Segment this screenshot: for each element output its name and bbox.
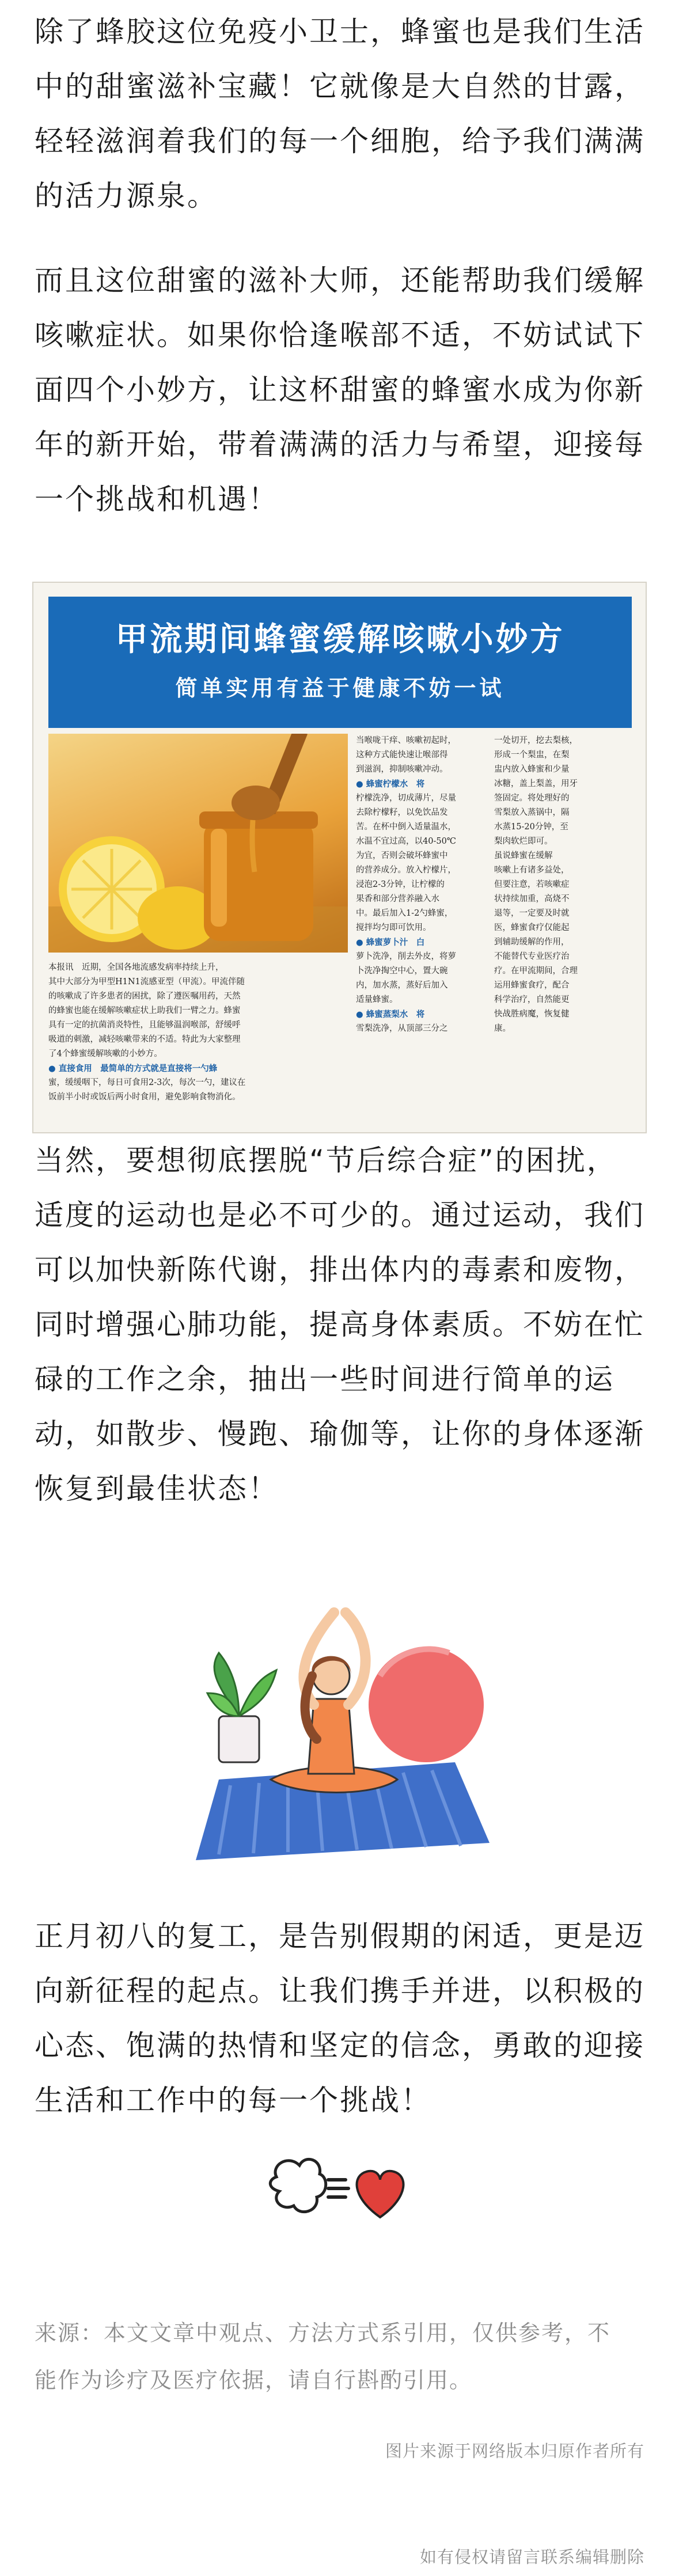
text-line: 的活力源泉。 (35, 179, 218, 213)
column-line: 为宜，否则会破坏蜂蜜中 (356, 851, 448, 860)
honey-lemon-illustration (48, 734, 348, 953)
text-line: 碌的工作之余，抽出一些时间进行简单的运 (35, 1363, 614, 1396)
column-line: 当喉咙干痒、咳嗽初起时， (356, 736, 456, 745)
column-line: 卜洗净掏空中心，置大碗 (356, 966, 448, 976)
column-line: 适量蜂蜜。 (356, 995, 398, 1004)
column-line: 康。 (494, 1024, 511, 1033)
image-credit: 图片来源于网络版本归原作者所有 (385, 2441, 644, 2461)
clipping-banner (48, 597, 632, 728)
column-line: 签固定。将处理好的 (494, 794, 570, 803)
column-line: 咳嗽上有诸多益处， (494, 866, 570, 875)
text-line: 同时增强心肺功能，提高身体素质。不妨在忙 (35, 1308, 645, 1341)
column-line: 形成一个梨盅，在梨 (494, 750, 570, 760)
text-line: 恢复到最佳状态！ (35, 1472, 279, 1505)
column-line: 冰糖，盖上梨盖，用牙 (494, 779, 578, 788)
text-line: 轻轻滋润着我们的每一个细胞，给予我们满满 (35, 124, 645, 158)
text-line: 一个挑战和机遇！ (35, 483, 279, 516)
column-heading-line: ● 蜂蜜蒸梨水 将 (356, 1010, 425, 1019)
text-line: 当然，要想彻底摆脱“节后综合症”的困扰， (35, 1144, 617, 1177)
yoga-illustration (184, 1589, 507, 1860)
column-line: 果香和部分营养融入水 (356, 894, 439, 904)
column-line: 盅内放入蜂蜜和少量 (494, 765, 570, 774)
closing-paragraph (35, 1909, 645, 2128)
column-line: 状持续加重，高烧不 (494, 894, 570, 904)
column-line: 柠檬洗净，切成薄片，尽量 (356, 794, 456, 803)
column-line: 科学治疗，自然能更 (494, 995, 570, 1004)
lungs-heart-illustration (265, 2142, 415, 2234)
clipping-subtitle: 简单实用有益于健康不妨一试 (175, 675, 505, 701)
column-heading-line: ● 蜂蜜柠檬水 将 (356, 779, 425, 789)
honey-lemon-photo (48, 734, 348, 953)
column-line: 退等，一定要及时就 (494, 909, 570, 918)
column-line: 到辅助缓解的作用， (494, 938, 570, 947)
column-line: 水蒸15-20分钟，至 (494, 822, 568, 832)
text-line: 除了蜂胶这位免疫小卫士，蜂蜜也是我们生活 (35, 15, 645, 48)
text-line: 动，如散步、慢跑、瑜伽等，让你的身体逐渐 (35, 1417, 645, 1451)
exercise-paragraph (35, 1133, 645, 1516)
column-line: 但要注意，若咳嗽症 (494, 880, 570, 889)
column-line: 的咳嗽成了许多患者的困扰，除了遵医嘱用药，天然 (48, 992, 241, 1001)
text-line: 正月初八的复工，是告别假期的闲适，更是迈 (35, 1919, 645, 1953)
source-line: 能作为诊疗及医疗依据，请自行斟酌引用。 (35, 2368, 473, 2393)
column-line: 虽说蜂蜜在缓解 (494, 851, 553, 860)
column-line: 内，加水蒸，蒸好后加入 (356, 981, 448, 990)
column-line: 萝卜洗净，削去外皮，将萝 (356, 952, 456, 961)
column-line: 的营养成分。放入柠檬片， (356, 866, 456, 875)
clipping-title: 甲流期间蜂蜜缓解咳嗽小妙方 (115, 621, 565, 658)
column-heading-line: ● 直接食用 最简单的方式就是直接将一勺蜂 (48, 1064, 218, 1073)
column-line: 医，蜂蜜食疗仅能起 (494, 923, 570, 932)
clipping-column-right (494, 734, 631, 1036)
text-line: 咳嗽症状。如果你恰逢喉部不适，不妨试试下 (35, 318, 645, 352)
source-note (35, 2309, 645, 2404)
column-line: 到滋润，抑制咳嗽冲动。 (356, 765, 448, 774)
column-heading-line: ● 蜂蜜萝卜汁 白 (356, 938, 425, 947)
yoga-woman-icon (184, 1589, 507, 1860)
text-line: 可以加快新陈代谢，排出体内的毒素和废物， (35, 1253, 645, 1287)
text-line: 适度的运动也是必不可少的。通过运动，我们 (35, 1198, 645, 1232)
column-line: 其中大部分为甲型H1N1流感亚型（甲流）。甲流伴随 (48, 977, 245, 987)
newspaper-clipping (32, 582, 647, 1133)
text-line: 生活和工作中的每一个挑战！ (35, 2084, 431, 2117)
column-line: 雪梨洗净，从顶部三分之 (356, 1024, 448, 1033)
column-line: 浸泡2-3分钟，让柠檬的 (356, 880, 445, 889)
column-line: 饭前半小时或饭后两小时食用，避免影响食物消化。 (48, 1092, 241, 1102)
column-line: 中。最后加入1-2勺蜂蜜， (356, 909, 453, 918)
text-line: 中的甜蜜滋补宝藏！它就像是大自然的甘露， (35, 70, 645, 103)
text-line: 年的新开始，带着满满的活力与希望，迎接每 (35, 428, 645, 461)
column-line: 梨肉软烂即可。 (494, 837, 553, 846)
column-line: 去除柠檬籽，以免饮品发 (356, 808, 448, 817)
column-line: 本报讯 近期，全国各地流感发病率持续上升， (48, 963, 224, 972)
column-line: 蜜，缓缓咽下，每日可食用2-3次，每次一勺，建议在 (48, 1078, 246, 1087)
remedy-intro-paragraph (35, 253, 645, 527)
text-line: 向新征程的起点。让我们携手并进，以积极的 (35, 1974, 645, 2008)
source-line: 来源：本文文章中观点、方法方式系引用，仅供参考，不 (35, 2320, 611, 2346)
infringement-contact-note: 如有侵权请留言联系编辑删除 (419, 2547, 644, 2567)
intro-paragraph (35, 5, 645, 223)
column-line: 不能替代专业医疗治 (494, 952, 570, 961)
column-line: 的蜂蜜也能在缓解咳嗽症状上助我们一臂之力。蜂蜜 (48, 1006, 241, 1015)
column-line: 雪梨放入蒸锅中，隔 (494, 808, 570, 817)
text-line: 而且这位甜蜜的滋补大师，还能帮助我们缓解 (35, 264, 645, 297)
text-line: 面四个小妙方，让这杯甜蜜的蜂蜜水成为你新 (35, 373, 645, 407)
column-line: 一处切开，挖去梨核， (494, 736, 578, 745)
column-line: 苦。在杯中倒入适量温水， (356, 822, 456, 832)
column-line: 了4个蜂蜜缓解咳嗽的小妙方。 (48, 1049, 162, 1059)
lungs-heart-icon (265, 2142, 415, 2234)
column-line: 疗。在甲流期间，合理 (494, 966, 578, 976)
column-line: 搅拌均匀即可饮用。 (356, 923, 431, 932)
column-line: 快战胜病魔，恢复健 (494, 1010, 570, 1019)
column-line: 吸道的刺激，减轻咳嗽带来的不适。特此为大家整理 (48, 1035, 241, 1044)
clipping-column-left (48, 961, 348, 1105)
text-line: 心态、饱满的热情和坚定的信念，勇敢的迎接 (35, 2029, 645, 2062)
column-line: 具有一定的抗菌消炎特性，且能够温润喉部，舒缓呼 (48, 1020, 241, 1030)
column-line: 运用蜂蜜食疗，配合 (494, 981, 570, 990)
column-line: 这种方式能快速让喉部得 (356, 750, 448, 760)
column-line: 水温不宜过高，以40-50℃ (356, 837, 457, 846)
clipping-column-middle (356, 734, 486, 1036)
